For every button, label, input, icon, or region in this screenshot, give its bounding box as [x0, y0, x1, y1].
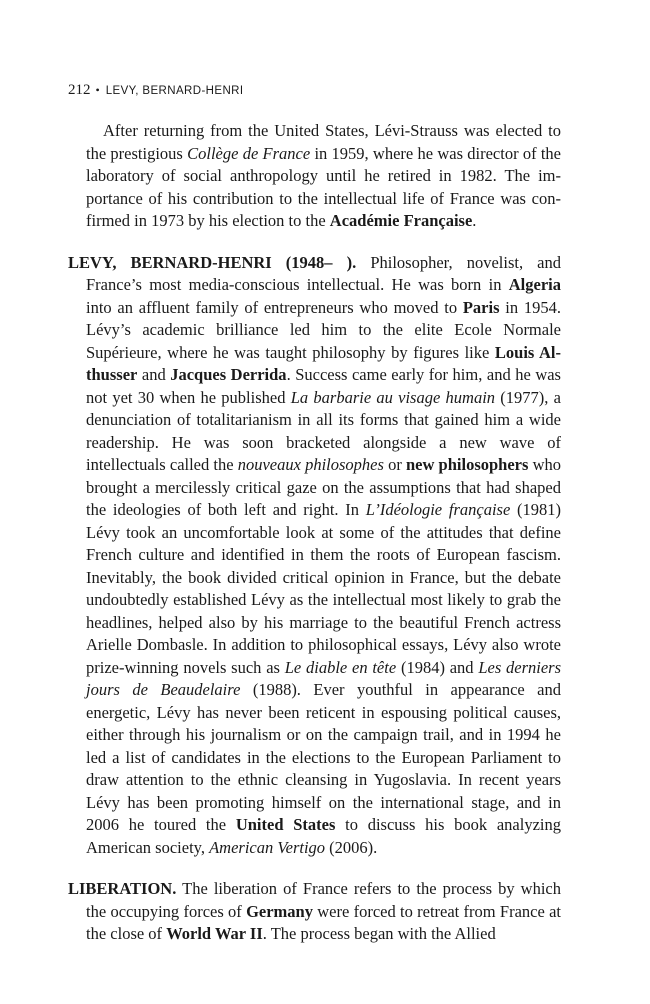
text-segment: Paris [462, 297, 500, 317]
body-text [68, 120, 561, 946]
text-segment: Les derniers jours de Beaudelaire [86, 657, 561, 699]
text-segment: (1981) Lévy took an uncomfortable look at some of the attitudes that define French culture and identified in them the roots of European fascism. Inevitably, the book divided critical opinion in France, but the debate undoubtedly established Lévy as the intellectual most likely to grab the headlines, helped also by his marriage to the beautiful French actress Arielle Dombasle. In addition to philosophical essays, Lévy also wrote prize-winning novels such as [86, 500, 562, 677]
text-segment: (2006). [325, 837, 378, 857]
text-segment: L’Idéologie française [365, 500, 511, 519]
text-segment: . The process began with the Allied [262, 924, 496, 943]
text-segment: LEVY, BERNARD-HENRI (1948– ). [68, 252, 357, 272]
text-segment: (1977), a denunciation of totalitarianism in all its forms that gained him a wide readership. He was soon bracketed alongside a new wave of intellectuals called the [86, 387, 561, 474]
text-segment: LIBERATION. [68, 879, 177, 898]
bullet-separator: • [95, 83, 100, 97]
text-segment: Louis Althusser [86, 342, 562, 384]
text-segment: . Success came early for him, and he was not yet 30 when he published [86, 365, 561, 407]
running-title: LEVY, BERNARD-HENRI [105, 85, 244, 97]
text-segment: La barbarie au visage humain [290, 387, 496, 407]
text-segment: Collège de France [187, 143, 311, 163]
entry-levy-bernard-henri [68, 252, 561, 860]
entry-liberation [68, 878, 561, 946]
text-segment: (1984) and [396, 657, 479, 677]
page-number: 212 [68, 82, 91, 98]
text-segment: were forced to retreat from France at the close of [86, 901, 561, 943]
text-segment: in 1954. Lévy’s academic brilliance led him to the elite Ecole Normale Supérieure, where he was taught philosophy by figures like [86, 297, 561, 362]
text-segment: United States [235, 815, 336, 834]
text-segment: or [383, 455, 406, 474]
text-segment: Algeria [508, 275, 561, 294]
text-segment: American Vertigo [209, 837, 326, 857]
text-segment: who brought a mercilessly critical gaze on the assumptions that had shaped the ideologies of both left and right. In [86, 455, 561, 519]
text-segment: in 1959, where he was director of the laboratory of social anthropology until he retired in 1982. The importance of his contribution to the intellectual life of France was confirmed in 1973 by his election to the [86, 143, 561, 230]
text-segment: The liberation of France refers to the process by which the occupying forces of [86, 879, 561, 921]
text-segment: Le diable en tête [284, 657, 397, 677]
running-head [68, 80, 588, 101]
text-segment: nouveaux philosophes [237, 455, 384, 474]
text-segment: (1988). Ever youthful in appearance and energetic, Lévy has never been reticent in espousing political causes, either through his journalism or on the campaign trail, and in 1994 he led a list of candidates in the elections to the European Parliament to draw attention to the ethnic cleansing in Yugoslavia. In recent years Lévy has been promoting himself on the international stage, and in 2006 he toured the [86, 680, 561, 834]
text-segment: Germany [246, 901, 313, 921]
text-segment: and [137, 365, 171, 384]
paragraph-continuation [68, 120, 561, 233]
text-segment: World War II [166, 924, 263, 943]
text-segment: . [472, 211, 477, 230]
text-segment: Académie Française [329, 211, 473, 230]
text-segment: new philosophers [405, 455, 529, 474]
text-segment: Philosopher, novelist, and France’s most media-conscious intellectual. He was born in [86, 252, 561, 294]
text-segment: After returning from the United States, Lévi-Strauss was elected to the prestigious [86, 121, 561, 163]
text-segment: to discuss his book analyzing American society, [86, 815, 561, 857]
text-segment: Jacques Derrida [170, 365, 287, 384]
text-segment: into an affluent family of entrepreneurs who moved to [86, 297, 463, 317]
